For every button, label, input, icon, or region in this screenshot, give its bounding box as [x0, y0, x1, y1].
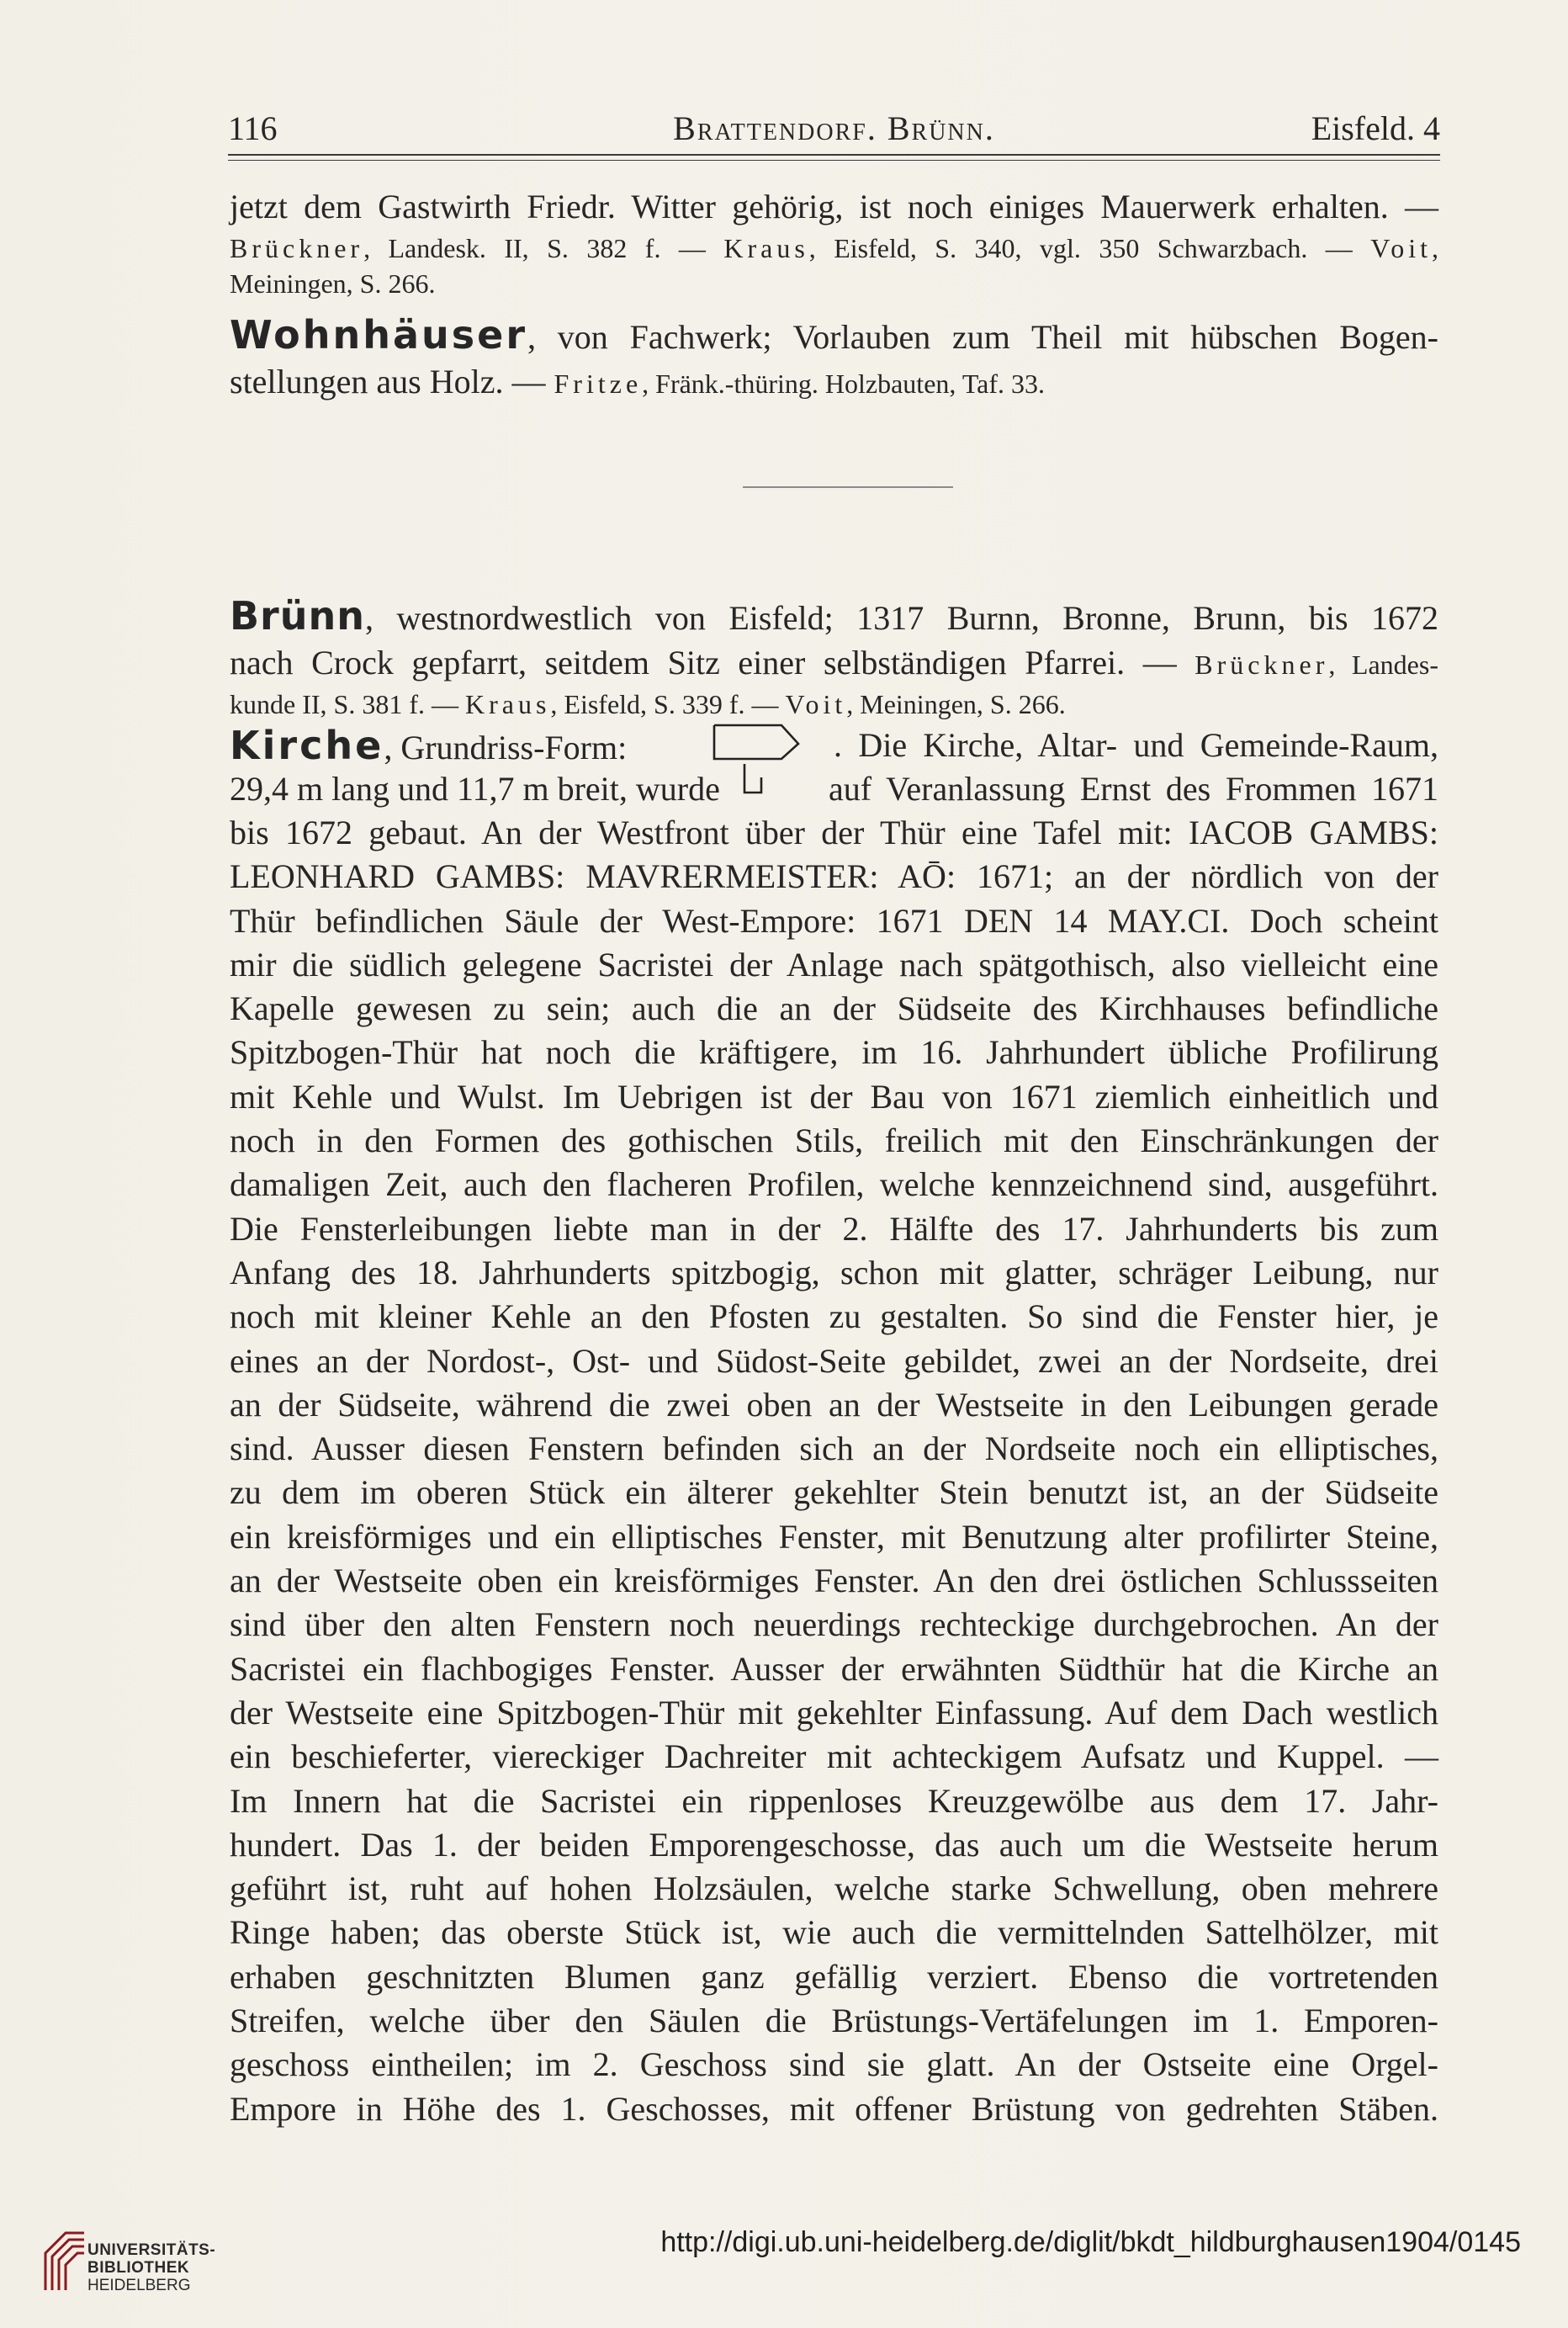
source-url-link[interactable]: http://digi.ub.uni-heidelberg.de/diglit/bkdt_hildburghausen1904/0145: [660, 2226, 1521, 2258]
text-line: Spitzbogen-Thür hat noch die kräftigere, im 16. Jahrhundert übliche Profilirung: [230, 1033, 1438, 1072]
text-line: Ringe haben; das oberste Stück ist, wie auch die vermittelnden Sattelhölzer, mit: [230, 1913, 1438, 1952]
library-name-line: BIBLIOTHEK: [87, 2259, 190, 2277]
citation-text: , Meiningen, S. 266.: [846, 689, 1066, 720]
text-run: nach Crock gepfarrt, seitdem Sitz einer selbständigen Pfarrei. —: [230, 643, 1195, 681]
text-line: mit Kehle und Wulst. Im Uebrigen ist der Bau von 1671 ziemlich einheitlich und: [230, 1077, 1438, 1116]
citation-text: , Fränk.-thüring. Holzbauten, Taf. 33.: [642, 368, 1045, 399]
text-line: bis 1672 gebaut. An der Westfront über der Thür eine Tafel mit: IACOB GAMBS:: [230, 814, 1438, 851]
text-line: jetzt dem Gastwirth Friedr. Witter gehörig, ist noch einiges Mauerwerk erhalten. —: [230, 188, 1438, 225]
text-line: sind. Ausser diesen Fenstern befinden sich an der Nordseite noch ein elliptisches,: [230, 1429, 1438, 1468]
text-run: , Grundriss-Form:: [384, 729, 628, 766]
text-line: eines an der Nordost-, Ost- und Südost-Seite gebildet, zwei an der Nordseite, drei: [230, 1341, 1438, 1380]
text-line: Streifen, welche über den Säulen die Brüstungs-Vertäfelungen im 1. Emporen-: [230, 2002, 1438, 2040]
intro-paragraph: [230, 185, 1438, 300]
text-run: . Die Kirche, Altar- und Gemeinde-Raum,: [834, 726, 1438, 764]
text-line: [230, 767, 1438, 811]
text-line: ein beschieferter, viereckiger Dachreiter mit achteckigem Aufsatz und Kuppel. —: [230, 1737, 1438, 1776]
text-line: [230, 641, 1438, 687]
text-run: 29,4 m lang und 11,7 m breit, wurde: [230, 770, 720, 808]
text-line: zu dem im oberen Stück ein älterer gekehlter Stein benutzt ist, an der Südseite: [230, 1473, 1438, 1512]
text-line: [230, 360, 1438, 406]
citation-line: [230, 687, 1438, 722]
text-line: [230, 724, 1438, 767]
author-name: Kraus: [723, 232, 809, 263]
author-name: Voit: [1370, 232, 1433, 263]
citation-line: Meiningen, S. 266.: [230, 268, 436, 299]
text-line: Die Fensterleibungen liebte man in der 2. Hälfte des 17. Jahrhunderts bis zum: [230, 1209, 1438, 1248]
text-line: damaligen Zeit, auch den flacheren Profilen, welche kennzeichnend sind, ausgeführt.: [230, 1165, 1438, 1204]
citation-text: , Eisfeld, S. 340, vgl. 350 Schwarzbach. —: [808, 232, 1371, 263]
header-rule-top: [228, 154, 1440, 156]
text-line: Sacristei ein flachbogiges Fenster. Ausser der erwähnten Südthür hat die Kirche an: [230, 1649, 1438, 1688]
text-run: auf Veranlassung Ernst des Frommen 1671: [829, 770, 1438, 808]
author-name: Brückner: [1195, 649, 1329, 680]
citation-text: , Landes-: [1328, 649, 1438, 680]
section-separator: [743, 486, 953, 488]
library-logo-icon: [40, 2228, 94, 2294]
kirche-body: [230, 811, 1438, 2131]
text-line: sind über den alten Fenstern noch neuerdings rechteckige durchgebrochen. An der: [230, 1605, 1438, 1644]
kirche-paragraph: [230, 724, 1438, 2131]
running-head: [228, 108, 1440, 150]
text-line: ein kreisförmiges und ein elliptisches Fenster, mit Benutzung alter profilirter Steine,: [230, 1517, 1438, 1556]
section-heading: Brünn: [230, 593, 365, 639]
citation-text: kunde II, S. 381 f. —: [230, 689, 465, 720]
section-heading: Kirche: [230, 723, 384, 768]
text-line: der Westseite eine Spitzbogen-Thür mit gekehlter Einfassung. Auf dem Dach westlich: [230, 1693, 1438, 1731]
author-name: Fritze: [554, 368, 643, 399]
library-name-line: UNIVERSITÄTS-: [87, 2241, 216, 2259]
header-rule-bottom: [228, 160, 1440, 161]
text-run: stellungen aus Holz. —: [230, 362, 554, 400]
text-line: an der Südseite, während die zwei oben an der Westseite in den Leibungen gerade: [230, 1385, 1438, 1424]
text-line: geschoss eintheilen; im 2. Geschoss sind sie glatt. An der Ostseite eine Orgel-: [230, 2045, 1438, 2084]
wohnhaeuser-paragraph: [230, 313, 1438, 406]
author-name: Voit: [785, 689, 847, 720]
text-run: , westnordwestlich von Eisfeld; 1317 Burnn, Bronne, Brunn, bis 1672: [365, 599, 1438, 637]
text-line: Anfang des 18. Jahrhunderts spitzbogig, schon mit glatter, schräger Leibung, nur: [230, 1253, 1438, 1291]
citation-text: , Landesk. II, S. 382 f. —: [363, 232, 724, 263]
citation-text: ,: [1432, 232, 1439, 263]
text-line: noch in den Formen des gothischen Stils, freilich mit den Einschränkungen der: [230, 1122, 1438, 1160]
running-head-right: Eisfeld. 4: [1311, 109, 1440, 147]
bruenn-paragraph: [230, 594, 1438, 722]
text-line: [230, 594, 1438, 641]
library-name-line: HEIDELBERG: [87, 2277, 191, 2294]
author-name: Brückner: [230, 232, 364, 263]
text-line: [230, 313, 1438, 360]
citation-text: , Eisfeld, S. 339 f. —: [550, 689, 786, 720]
text-line: LEONHARD GAMBS: MAVRERMEISTER: AŌ: 1671; an der nördlich von der: [230, 857, 1438, 896]
running-head-title: Brattendorf. Brünn.: [673, 109, 995, 147]
text-line: erhaben geschnitzten Blumen ganz gefällig verziert. Ebenso die vortretenden: [230, 1957, 1438, 1996]
text-line: an der Westseite oben ein kreisförmiges Fenster. An den drei östlichen Schlussseiten: [230, 1562, 1438, 1600]
author-name: Kraus: [464, 689, 551, 720]
text-line: mir die südlich gelegene Sacristei der Anlage nach spätgothisch, also vielleicht eine: [230, 945, 1438, 984]
section-heading: Wohnhäuser: [230, 312, 527, 358]
page-number: 116: [228, 109, 278, 147]
text-line: Empore in Höhe des 1. Geschosses, mit offener Brüstung von gedrehten Stäben.: [230, 2089, 1438, 2128]
library-name: [87, 2241, 215, 2294]
text-line: geführt ist, ruht auf hohen Holzsäulen, welche starke Schwellung, oben mehrere: [230, 1869, 1438, 1908]
citation-line: [230, 230, 1438, 267]
text-line: Im Innern hat die Sacristei ein rippenloses Kreuzgewölbe aus dem 17. Jahr-: [230, 1781, 1438, 1820]
text-line: Kapelle gewesen zu sein; auch die an der Südseite des Kirchhauses befindliche: [230, 989, 1438, 1028]
text-line: hundert. Das 1. der beiden Emporengeschosse, das auch um die Westseite herum: [230, 1825, 1438, 1864]
text-run: , von Fachwerk; Vorlauben zum Theil mit hübschen Bogen-: [527, 318, 1438, 356]
text-line: Thür befindlichen Säule der West-Empore: 1671 DEN 14 MAY.CI. Doch scheint: [230, 901, 1438, 940]
text-line: noch mit kleiner Kehle an den Pfosten zu gestalten. So sind die Fenster hier, je: [230, 1297, 1438, 1336]
